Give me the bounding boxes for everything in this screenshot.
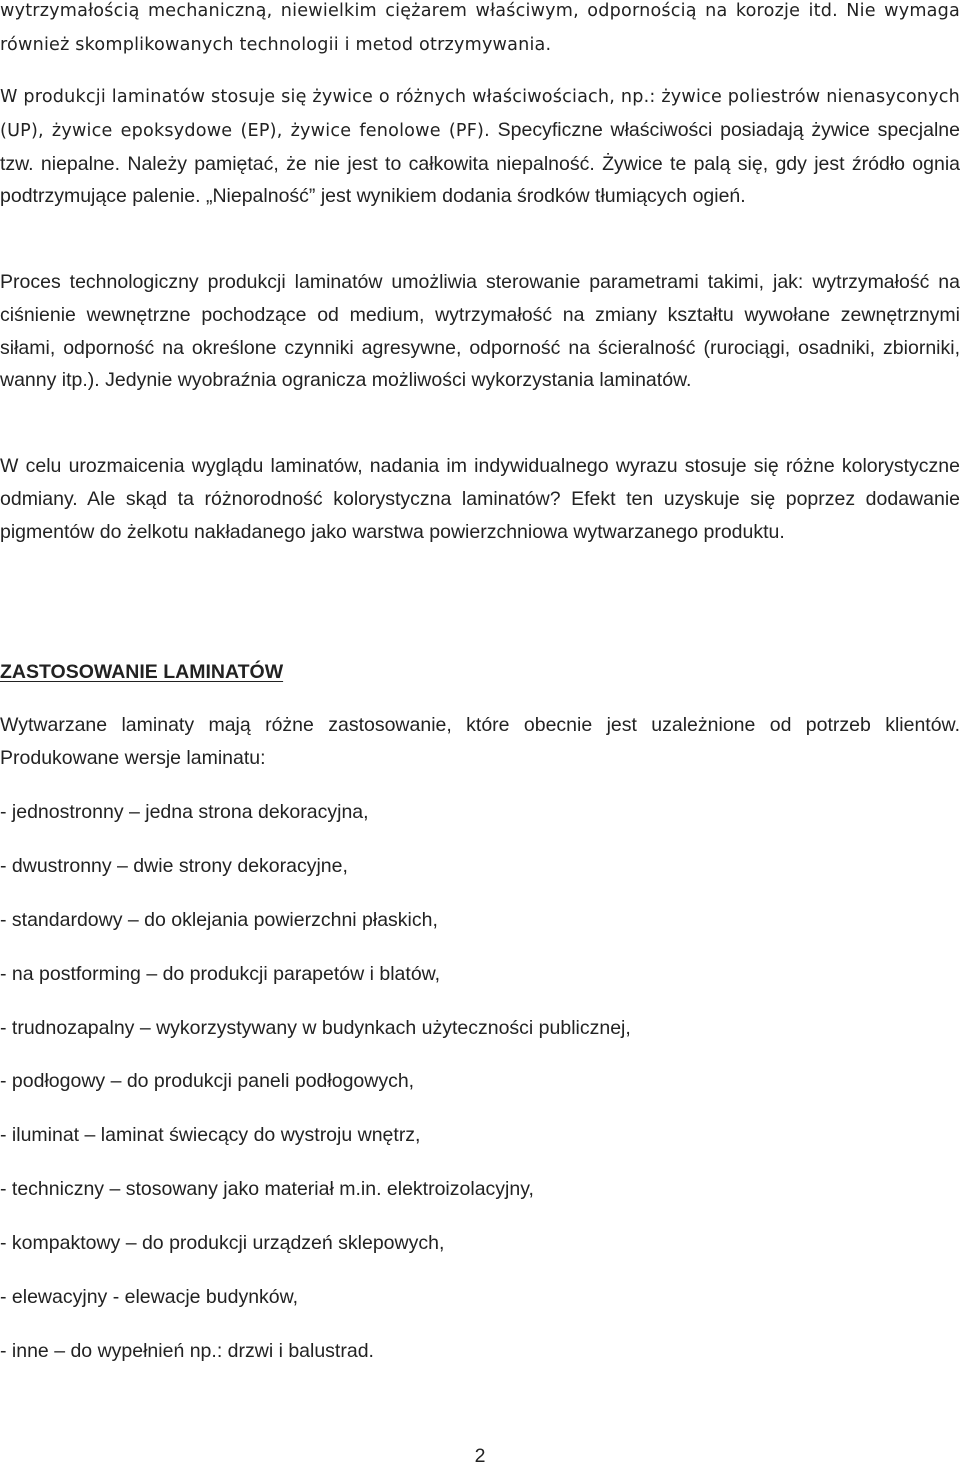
page-number: 2 (474, 1445, 486, 1467)
list-item: - iluminat – laminat świecący do wystroju wnętrz, (0, 1124, 421, 1147)
list-item: - jednostronny – jedna strona dekoracyjna, (0, 801, 369, 823)
list-item: - trudnozapalny – wykorzystywany w budynkach użyteczności publicznej, (0, 1016, 631, 1039)
paragraph-text: W produkcji laminatów stosuje się żywice o różnych właściwościach, np.: żywice poliestrów nienasyconych (UP), żywice epoksydowe (EP), żywice fenolowe (PF). (0, 87, 960, 141)
paragraph-colors: W celu urozmaicenia wyglądu laminatów, nadania im indywidualnego wyrazu stosuje się różne kolorystyczne odmiany. Ale skąd ta różnorodność kolorystyczna laminatów? Efekt ten uzyskuje się poprzez dodawanie pigmentów do żelkotu nakładanego jako warstwa powierzchniowa wytwarzanego produktu. (0, 455, 960, 543)
list-item: - inne – do wypełnień np.: drzwi i balustrad. (0, 1339, 374, 1362)
list-item: - na postforming – do produkcji parapetów i blatów, (0, 962, 441, 985)
section-heading: ZASTOSOWANIE LAMINATÓW (0, 661, 284, 683)
paragraph-continuation (0, 0, 960, 62)
paragraph-resins (0, 80, 960, 213)
laminate-versions-list (0, 796, 960, 1389)
list-item: - techniczny – stosowany jako materiał m.in. elektroizolacyjny, (0, 1178, 534, 1201)
list-item: - kompaktowy – do produkcji urządzeń sklepowych, (0, 1232, 445, 1255)
paragraph-text: wytrzymałością mechaniczną, niewielkim ciężarem właściwym, odpornością na korozje itd. Nie wymaga również skomplikowanych technologii i metod otrzymywania. (0, 1, 960, 55)
paragraph-intro: Wytwarzane laminaty mają różne zastosowanie, które obecnie jest uzależnione od potrzeb klientów. Produkowane wersje laminatu: (0, 714, 960, 769)
list-item: - podłogowy – do produkcji paneli podłogowych, (0, 1070, 415, 1093)
list-item: - dwustronny – dwie strony dekoracyjne, (0, 854, 348, 877)
paragraph-text: Specyficzne właściwości posiadają żywice specjalne tzw. niepalne. Należy pamiętać, że nie jest to całkowita niepalność. Żywice te palą się, gdy jest źródło ognia podtrzymujące palenie. „Niepalność” jest wynikiem dodania środków tłumiących ogień. (0, 118, 960, 208)
paragraph-process: Proces technologiczny produkcji laminatów umożliwia sterowanie parametrami takimi, jak: wytrzymałość na ciśnienie wewnętrzne pochodzące od medium, wytrzymałość na zmiany kształtu wywołane zewnętrznymi siłami, odporność na określone czynniki agresywne, odporność na ścieralność (rurociągi, osadniki, zbiorniki, wanny itp.). Jedynie wyobraźnia ogranicza możliwości wykorzystania laminatów. (0, 271, 960, 392)
list-item: - standardowy – do oklejania powierzchni płaskich, (0, 908, 438, 931)
list-item: - elewacyjny - elewacje budynków, (0, 1286, 299, 1309)
